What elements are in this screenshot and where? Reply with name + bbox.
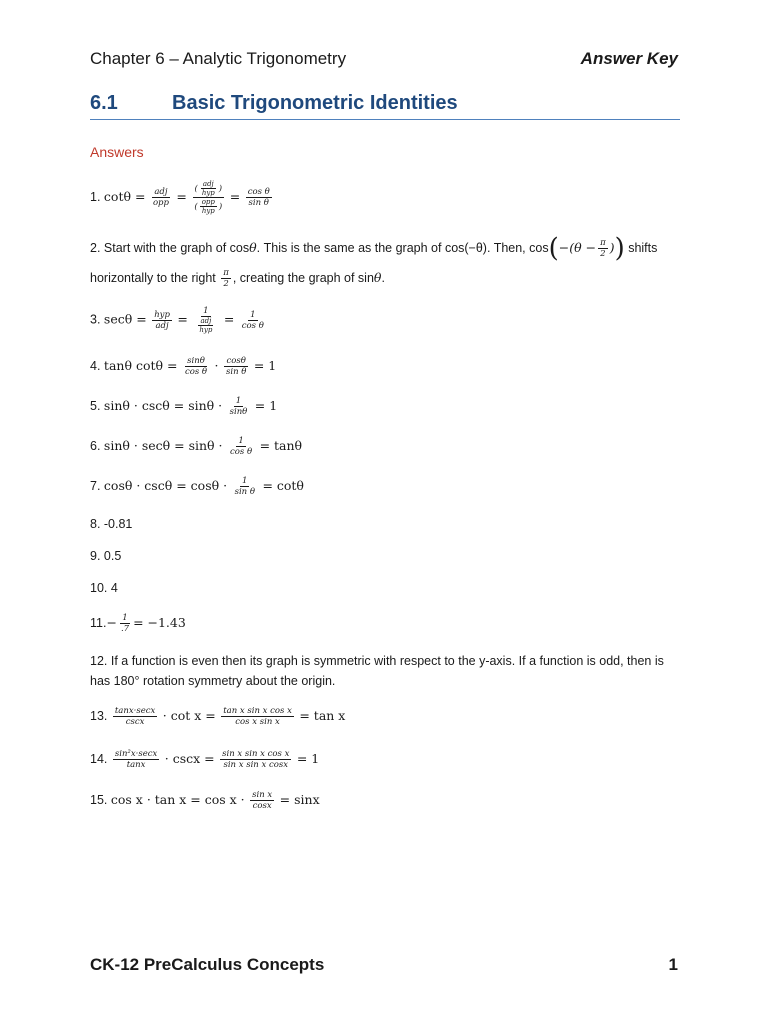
- answer-5: 5. sinθ · cscθ = sinθ · $\frac{1}{\sin\theta}$ = 1: [90, 396, 278, 418]
- answer-8: 8. -0.81: [90, 517, 133, 531]
- section-heading: [90, 92, 680, 120]
- answer-14: 14. $\frac{\text{sin²x·secx}}{\tan x}$ · cscx = $\frac{\text{sin x sin x cos x}}{\text{sin x sin x cosx}}$ = 1: [90, 749, 320, 771]
- page-number: 1: [668, 955, 678, 974]
- answer-6: 6. sinθ · secθ = sinθ · $\frac{1}{\text{cos θ}}$ = tanθ: [90, 436, 303, 458]
- answer-1: 1. cotθ = $\frac{\text{adj}}{\text{opp}}$ = ( $\frac{\text{adj}}{\text{hyp}}$ ) ( $\frac{\text{opp}}{\text{hyp}}$ ) = $\frac{\text{cos θ}}{\text{sin θ}}$: [90, 180, 270, 215]
- chapter-title: Chapter 6 – Analytic Trigonometry: [90, 49, 347, 68]
- book-title: CK-12 PreCalculus Concepts: [90, 955, 325, 974]
- answer-7: 7. cosθ · cscθ = cosθ · $\frac{1}{\text{sin θ}}$ = cotθ: [90, 476, 304, 498]
- answer-3: 3. secθ = $\frac{\text{hyp}}{\text{adj}}$ = $\frac{1}{\frac{\text{adj}}{\text{hyp}}}$ = $\frac{1}{\text{cos θ}}$: [90, 306, 264, 334]
- section-title: Basic Trigonometric Identities: [172, 92, 458, 114]
- answer-11: 11.− $\frac{1}{.7}$ = −1.43: [90, 613, 186, 635]
- answer-4: 4. tanθ cotθ = $\frac{\sin\theta}{\text{cos θ}}$ · $\frac{\cos\theta}{\text{sin θ}}$ = 1: [90, 356, 277, 378]
- answer-13: 13. $\frac{\tan x\cdot\sec x}{\csc x}$ · cot x = $\frac{\text{tan x sin x cos x}}{\text{cos x sin x}}$ = tan x: [90, 706, 346, 728]
- answers-heading: Answers: [90, 144, 144, 160]
- answer-9: 9. 0.5: [90, 549, 122, 563]
- answer-key-label: Answer Key: [580, 49, 678, 68]
- answer-12: 12. If a function is even then its graph is symmetric with respect to the y-axis. If a function is odd, then is has 180° rotation symmetry about the origin.: [90, 654, 664, 688]
- section-number: 6.1: [90, 92, 118, 114]
- answer-2-line-2: horizontally to the right $\frac{\pi}{2}$ , creating the graph of sinθ.: [90, 268, 385, 290]
- answer-10: 10. 4: [90, 581, 118, 595]
- answer-15: 15. cos x · tan x = cos x · $\frac{\text{sin x}}{\cos x}$ = sinx: [90, 790, 320, 812]
- answer-2: 2. Start with the graph of cosθ. This is the same as the graph of cos(−θ). Then, cos(−(θ − $\frac{\pi}{2}$ )) shifts: [90, 233, 658, 264]
